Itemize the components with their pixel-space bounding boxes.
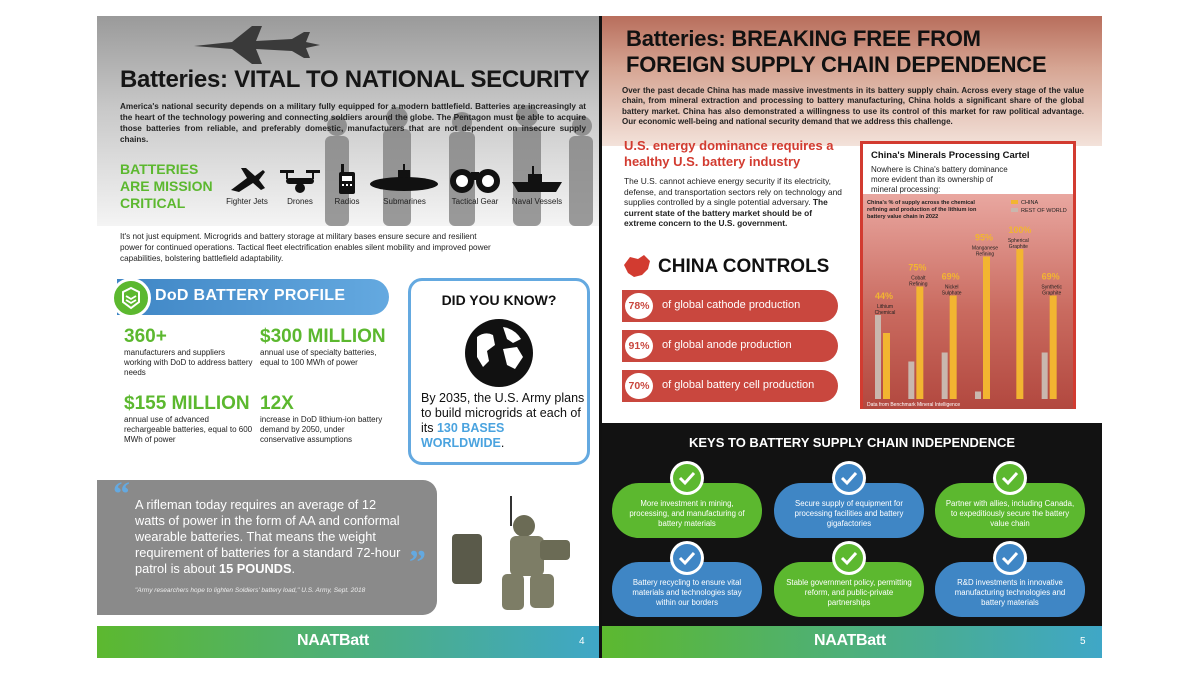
checkmark-icon xyxy=(993,461,1027,495)
data-label: 69% xyxy=(941,271,960,282)
military-badge-icon xyxy=(111,278,151,318)
equipment-item xyxy=(367,164,442,206)
key-item: More investment in mining, processing, and manufacturing of battery materials xyxy=(612,483,762,538)
mission-critical-label: BATTERIES ARE MISSION CRITICAL xyxy=(120,161,213,211)
key-item: Secure supply of equipment for processing facilities and battery gigafactories xyxy=(774,483,924,538)
bar-china xyxy=(1050,296,1057,400)
chart-title-line: battery value chain in 2022 xyxy=(867,214,939,220)
category-label: Manganese xyxy=(971,245,999,252)
equipment-icons xyxy=(217,164,597,214)
keys-section xyxy=(602,423,1102,626)
chart-title xyxy=(867,200,977,220)
stat-block xyxy=(124,326,254,378)
bar-rest-of-world xyxy=(942,353,948,400)
checkmark-icon xyxy=(832,461,866,495)
stat-description: increase in DoD lithium-ion battery demand by 2050, under conservative assumptions xyxy=(260,415,383,444)
page-title: Batteries: BREAKING FREE FROM FOREIGN SUPPLY CHAIN DEPENDENCE xyxy=(626,26,1047,77)
stat-description: annual use of advanced rechargeable batteries, equal to 600 MWh of power xyxy=(124,415,253,444)
page-title: Batteries: VITAL TO NATIONAL SECURITY xyxy=(120,66,590,93)
bar-china xyxy=(883,333,890,399)
legend-swatch-china xyxy=(1011,200,1018,204)
stat-value: 12X xyxy=(260,393,294,414)
equipment-item xyxy=(445,164,505,206)
equipment-label: Naval Vessels xyxy=(511,197,563,206)
equipment-label: Drones xyxy=(287,197,313,206)
checkmark-icon xyxy=(670,541,704,575)
category-label: Refining xyxy=(975,251,995,258)
stat-block xyxy=(124,393,254,445)
control-percent: 78% xyxy=(622,290,656,322)
page-number: 5 xyxy=(1080,636,1086,647)
soldier-photo-icon xyxy=(452,496,592,616)
chart-title-line: China's % of supply across the chemical xyxy=(867,200,975,206)
control-stat-pill xyxy=(622,330,838,362)
bar-china xyxy=(916,287,923,400)
checkmark-icon xyxy=(832,541,866,575)
equipment-label: Fighter Jets xyxy=(226,197,268,206)
equipment-item xyxy=(217,164,277,206)
equipment-item xyxy=(327,164,367,206)
globe-icon xyxy=(463,317,535,389)
control-text: of global anode production xyxy=(662,339,792,351)
ship-icon xyxy=(510,164,564,194)
page-number: 4 xyxy=(579,636,585,647)
data-label: 95% xyxy=(975,232,994,243)
stat-block xyxy=(260,393,390,445)
binoculars-icon xyxy=(449,164,501,194)
page-5 xyxy=(602,16,1102,658)
cartel-subtitle: Nowhere is China's battery dominance more evident than its ownership of mineral processing: xyxy=(871,165,1008,194)
intro-paragraph: America's national security depends on a military fully equipped for a modern battlefield. Batteries are increasingly at the heart of the technology powering and connecting soldiers around the globe. The Pentagon must be able to acquire those batteries from reliable, and preferably domestic, manufacturers that are not dependent on insecure supply chains. xyxy=(120,102,586,144)
control-stat-pill xyxy=(622,370,838,402)
naatbatt-logo: NAATBatt xyxy=(814,632,886,649)
equipment-label: Tactical Gear xyxy=(451,197,499,206)
control-text: of global battery cell production xyxy=(662,379,815,391)
chart-title-line: refining and production of the lithium ion xyxy=(867,207,977,213)
page-4 xyxy=(97,16,599,658)
equipment-label: Radios xyxy=(334,197,360,206)
category-label: Graphite xyxy=(1042,290,1062,297)
open-quote-icon: “ xyxy=(113,476,130,513)
bases-highlight: 130 BASES WORLDWIDE xyxy=(421,421,505,450)
submarine-icon xyxy=(368,164,442,194)
category-label: Cobalt xyxy=(911,275,926,282)
minerals-cartel-chart-box xyxy=(860,141,1076,409)
stat-block xyxy=(260,326,390,368)
control-percent: 70% xyxy=(622,370,656,402)
equipment-item xyxy=(275,164,325,206)
control-text: of global cathode production xyxy=(662,299,801,311)
did-you-know-text: By 2035, the U.S. Army plans to build microgrids at each of its 130 BASES WORLDWIDE. xyxy=(421,391,585,450)
dod-profile-title: DoD BATTERY PROFILE xyxy=(155,287,346,304)
equipment-label: Submarines xyxy=(383,197,426,206)
keys-title: KEYS TO BATTERY SUPPLY CHAIN INDEPENDENCE xyxy=(688,435,1016,450)
category-label: Chemical xyxy=(874,310,896,316)
category-label: Refining xyxy=(909,281,928,288)
checkmark-icon xyxy=(993,541,1027,575)
equipment-paragraph: It's not just equipment. Microgrids and battery storage at military bases ensure secure and resilient power for continued operations. Tactical fleet electrification enables silent mobility and improved power capabilities, bolstering battlefield adaptability. xyxy=(120,232,491,263)
stat-description: annual use of specialty batteries, equal to 100 MWh of power xyxy=(260,348,377,367)
data-label: 75% xyxy=(908,262,927,273)
bar-rest-of-world xyxy=(1042,353,1048,400)
close-quote-icon: ” xyxy=(409,544,426,581)
quote-citation: "Army researchers hope to lighten Soldiers' battery load," U.S. Army, Sept. 2018 xyxy=(135,587,366,594)
key-item: Partner with allies, including Canada, to expeditiously secure the battery value chain xyxy=(935,483,1085,538)
bar-rest-of-world xyxy=(908,362,914,400)
stat-value: 360+ xyxy=(124,326,167,347)
quote-highlight: 15 POUNDS xyxy=(218,561,292,576)
bar-china xyxy=(1016,249,1023,399)
legend-label-row: REST OF WORLD xyxy=(1021,208,1067,214)
bar-rest-of-world xyxy=(975,392,981,400)
bar-china xyxy=(950,296,957,400)
key-item: Stable government policy, permitting reform, and public-private partnerships xyxy=(774,562,924,617)
fighter-jet-silhouette-icon xyxy=(192,22,322,68)
equipment-item xyxy=(507,164,567,206)
us-dominance-body: The U.S. cannot achieve energy security if its electricity, defense, and transportation sectors rely on technology and supplies controlled by a single potential adversary. The current state of the battery market should be of extreme concern to the U.S. government. xyxy=(624,176,842,228)
category-label: Spherical xyxy=(1007,238,1029,244)
category-label: Synthetic xyxy=(1041,284,1062,291)
quote-text: A rifleman today requires an average of 12 watts of power in the form of AA and conformal wearable batteries. That means the weight requirement of batteries for a standard 72-hour patrol is about 15 POUNDS. xyxy=(135,497,401,576)
control-percent: 91% xyxy=(622,330,656,362)
category-label: Graphite xyxy=(1008,244,1028,250)
us-dominance-heading: U.S. energy dominance requires a healthy U.S. battery industry xyxy=(624,138,834,169)
stat-value: $155 MILLION xyxy=(124,393,250,414)
bar-rest-of-world xyxy=(875,315,881,399)
did-you-know-box xyxy=(408,278,590,465)
data-label: 44% xyxy=(875,291,894,301)
chart-background xyxy=(863,194,1073,409)
category-label: Lithium xyxy=(876,304,894,310)
drone-icon xyxy=(278,164,322,194)
data-label: 69% xyxy=(1041,271,1060,282)
data-label: 100% xyxy=(1008,225,1032,235)
stat-value: $300 MILLION xyxy=(260,326,386,347)
stat-description: manufacturers and suppliers working with DoD to address battery needs xyxy=(124,348,253,377)
minerals-bar-chart xyxy=(863,194,1073,409)
page-footer xyxy=(97,626,599,658)
china-controls-heading: CHINA CONTROLS xyxy=(624,256,829,278)
intro-paragraph: Over the past decade China has made massive investments in its battery supply chain. Across every stage of the value chain, from mineral extraction and processing to battery manufacturing, China holds a significant share of the global battery market. China has also demonstrated a willingness to use its control of this market for raw political advantage. Our economic well-being and national security demand that we address this challenge. xyxy=(622,86,1084,126)
key-item: R&D investments in innovative manufacturing technologies and battery materials xyxy=(935,562,1085,617)
naatbatt-logo: NAATBatt xyxy=(297,632,369,649)
page-footer xyxy=(602,626,1102,658)
category-label: Sulphate xyxy=(941,290,962,297)
bar-china xyxy=(983,257,990,400)
fighter-jet-icon xyxy=(227,164,267,194)
cartel-title: China's Minerals Processing Cartel xyxy=(871,150,1030,161)
did-you-know-heading: DID YOU KNOW? xyxy=(441,292,557,308)
chart-source: Data from Benchmark Mineral Intelligence xyxy=(867,402,961,408)
key-item: Battery recycling to ensure vital materials and technologies stay within our borders xyxy=(612,562,762,617)
radio-icon xyxy=(336,164,358,194)
control-stat-pill xyxy=(622,290,838,322)
china-map-icon xyxy=(622,253,652,279)
legend-label-china: CHINA xyxy=(1021,200,1039,206)
checkmark-icon xyxy=(670,461,704,495)
legend-swatch-row xyxy=(1011,208,1018,212)
category-label: Nickel xyxy=(944,284,959,291)
